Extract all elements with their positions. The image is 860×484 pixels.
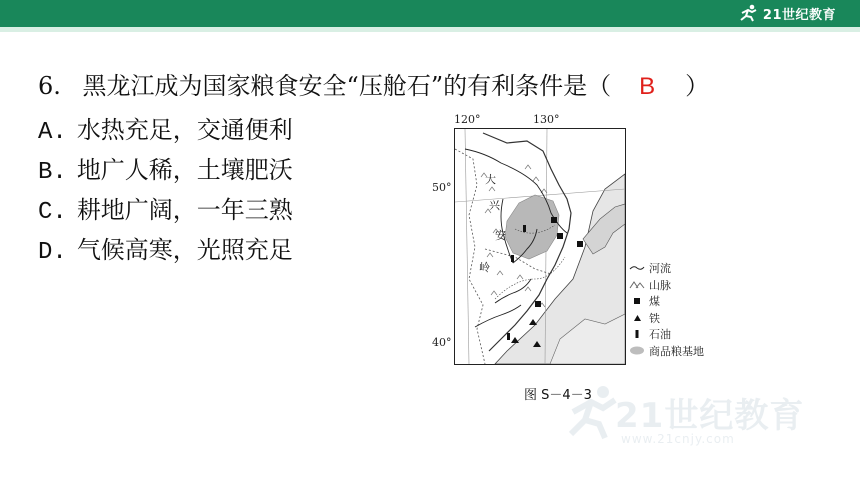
legend-item <box>628 277 704 294</box>
coal-marker <box>535 301 541 307</box>
legend-label: 商品粮基地 <box>649 344 704 358</box>
question-number: 6. <box>38 72 61 100</box>
mountain-label-char: 安 <box>495 229 506 242</box>
oil-icon <box>628 329 646 339</box>
legend-label: 铁 <box>649 311 660 325</box>
option-b <box>38 150 293 186</box>
coal-icon <box>628 297 646 305</box>
map-figure <box>428 112 728 402</box>
lon-label-130: 130° <box>533 113 560 126</box>
watermark <box>565 380 835 450</box>
mountain-label-char: 兴 <box>489 199 500 212</box>
option-c <box>38 190 293 226</box>
oil-marker <box>523 225 526 232</box>
header-bar <box>0 0 860 27</box>
oil-marker <box>511 255 514 262</box>
legend-item <box>628 310 704 327</box>
option-text: 气候高寒，光照充足 <box>76 236 293 264</box>
logo-text: 21世纪教育 <box>762 7 836 23</box>
option-a <box>38 110 293 146</box>
map-legend <box>628 260 704 359</box>
legend-item <box>628 260 704 277</box>
option-d <box>38 230 293 266</box>
legend-label: 煤 <box>649 295 660 309</box>
question-text: 黑龙江成为国家粮食安全“压舱石”的有利条件是（ <box>82 72 612 100</box>
legend-item <box>628 326 704 343</box>
runner-logo-icon <box>738 4 760 22</box>
oil-marker <box>507 333 510 340</box>
map-drawing <box>455 129 625 364</box>
watermark-url: www.21cnjy.com <box>621 432 735 446</box>
coal-marker <box>557 233 563 239</box>
coal-marker <box>577 241 583 247</box>
option-text: 地广人稀，土壤肥沃 <box>76 156 293 184</box>
option-key: D. <box>38 239 67 266</box>
coal-marker <box>551 217 557 223</box>
legend-label: 石油 <box>649 328 671 342</box>
legend-label: 山脉 <box>649 278 671 292</box>
lat-label-50: 50° <box>432 181 452 194</box>
question-close-paren: ） <box>685 72 710 100</box>
option-key: C. <box>38 199 67 226</box>
option-text: 耕地广阔，一年三熟 <box>76 196 293 224</box>
option-key: B. <box>38 159 67 186</box>
lat-label-40: 40° <box>432 336 452 349</box>
watermark-text: 21世纪教育 <box>615 396 805 436</box>
grain-base-icon <box>628 346 646 355</box>
lon-label-120: 120° <box>454 113 481 126</box>
iron-marker <box>529 319 537 325</box>
legend-label: 河流 <box>649 262 671 276</box>
river-icon <box>628 264 646 272</box>
brand-logo <box>738 3 836 23</box>
option-key: A. <box>38 119 67 146</box>
legend-item <box>628 343 704 360</box>
iron-icon <box>628 314 646 322</box>
northeast-china-map <box>454 128 626 365</box>
mountain-icon <box>628 280 646 289</box>
figure-caption: 图 S－4－3 <box>524 388 592 403</box>
legend-item <box>628 293 704 310</box>
answer-text: B <box>639 73 656 100</box>
iron-marker <box>511 337 519 343</box>
question-stem <box>38 66 709 101</box>
option-text: 水热充足，交通便利 <box>76 116 293 144</box>
mountain-label-char: 大 <box>485 173 496 186</box>
mountain-label-char: 岭 <box>479 261 490 274</box>
